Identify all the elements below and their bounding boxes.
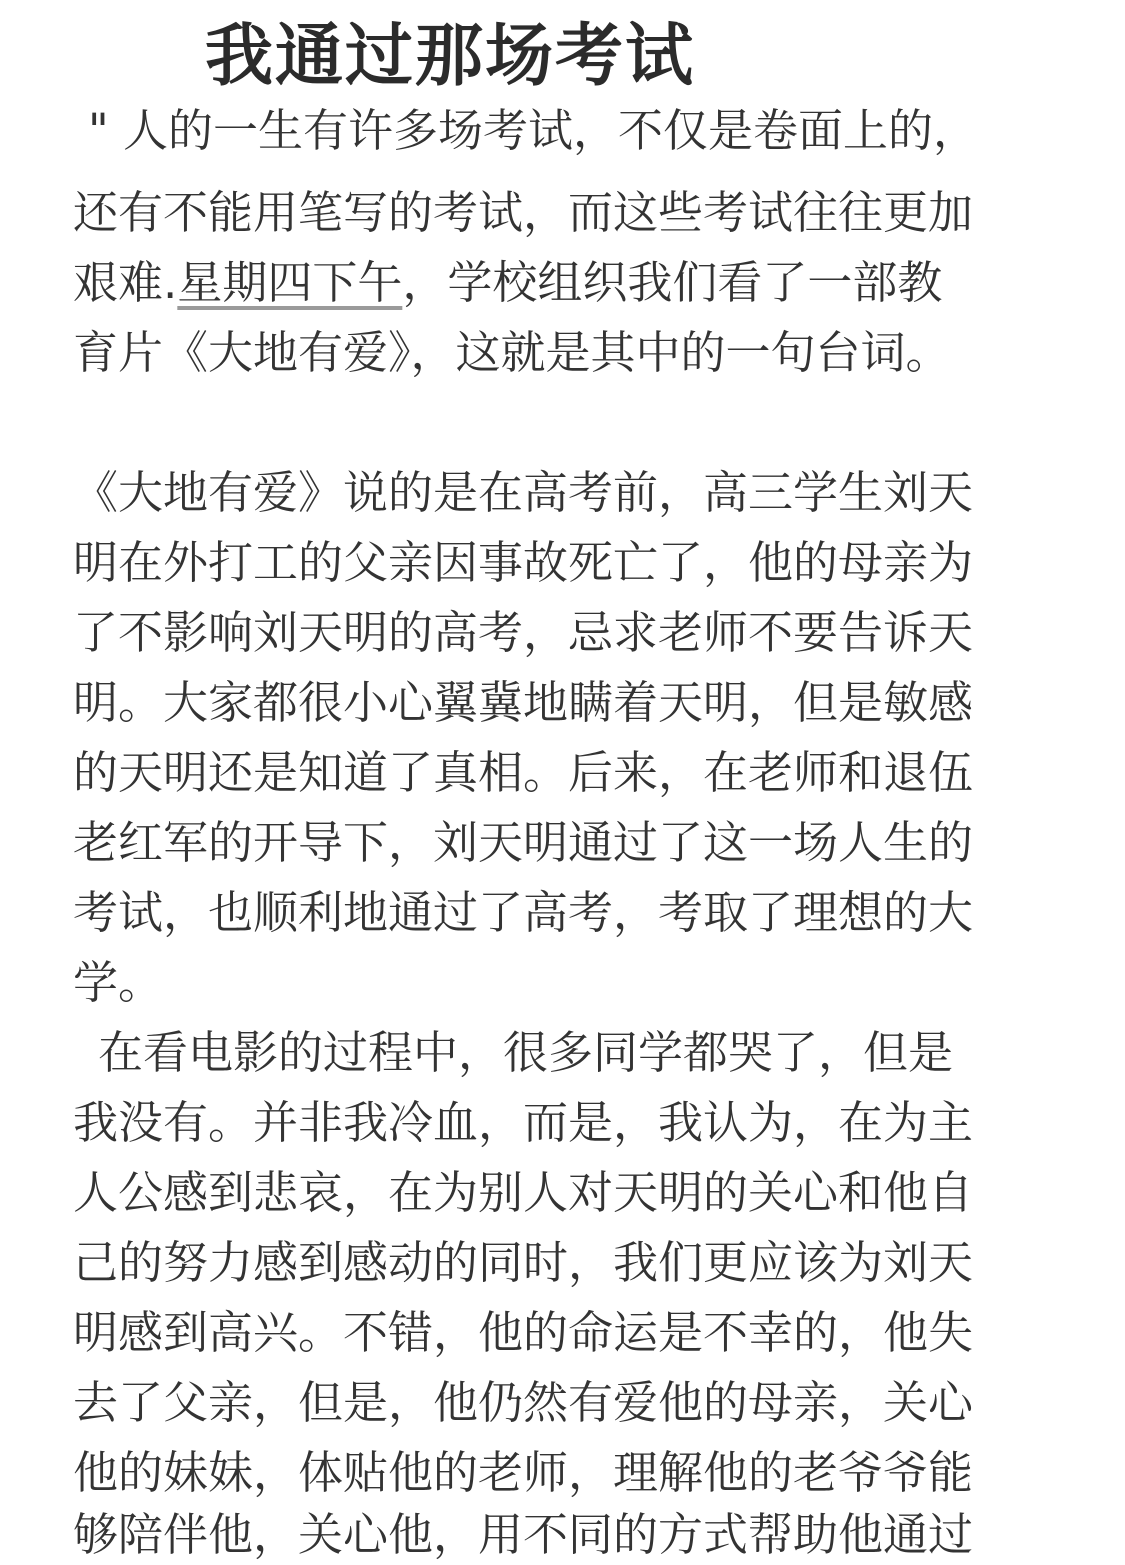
paragraph-1-line-3-start: 艰难.: [73, 256, 178, 309]
essay-title: 我通过那场考试: [205, 17, 696, 96]
paragraph-3-line-3: 人公感到悲哀，在为别人对天明的关心和他自: [73, 1166, 974, 1219]
paragraph-2-line-5: 的天明还是知道了真相。后来，在老师和退伍: [73, 746, 974, 799]
paragraph-3-line-2: 我没有。并非我冷血，而是，我认为，在为主: [73, 1096, 974, 1149]
paragraph-2-line-3: 了不影响刘天明的高考，忌求老师不要告诉天: [73, 606, 974, 659]
paragraph-3-line-5: 明感到高兴。不错，他的命运是不幸的，他失: [73, 1306, 974, 1359]
underlined-date-phrase: 星期四下午: [177, 256, 403, 309]
paragraph-3-line-1: 在看电影的过程中，很多同学都哭了，但是: [98, 1026, 954, 1079]
paragraph-2-line-1: 《大地有爱》说的是在高考前，高三学生刘天: [73, 466, 974, 519]
paragraph-3-line-6: 去了父亲，但是，他仍然有爱他的母亲，关心: [73, 1376, 974, 1429]
paragraph-1-line-3: [73, 248, 942, 318]
paragraph-2-line-7: 考试，也顺利地通过了高考，考取了理想的大: [73, 886, 974, 939]
paragraph-2-line-6: 老红军的开导下，刘天明通过了这一场人生的: [73, 816, 974, 869]
paragraph-3-line-8: 够陪伴他，关心他，用不同的方式帮助他通过: [73, 1508, 974, 1561]
paragraph-1-line-3-end: ，学校组织我们看了一部教: [402, 256, 943, 309]
paragraph-2-line-2: 明在外打工的父亲因事故死亡了，他的母亲为: [73, 536, 974, 589]
paragraph-1-line-4: 育片《大地有爱》，这就是其中的一句台词。: [73, 326, 951, 379]
paragraph-1-line-2: 还有不能用笔写的考试，而这些考试往往更加: [73, 186, 974, 239]
paragraph-2-line-8: 学。: [73, 956, 164, 1009]
paragraph-3-line-7: 他的妹妹，体贴他的老师，理解他的老爷爷能: [73, 1446, 974, 1499]
paragraph-3-line-4: 己的努力感到感动的同时，我们更应该为刘天: [73, 1236, 974, 1289]
paragraph-2-line-4: 明。大家都很小心翼冀地瞒着天明，但是敏感: [73, 676, 974, 729]
paragraph-1-line-1: " 人的一生有许多场考试，不仅是卷面上的，: [88, 104, 979, 157]
